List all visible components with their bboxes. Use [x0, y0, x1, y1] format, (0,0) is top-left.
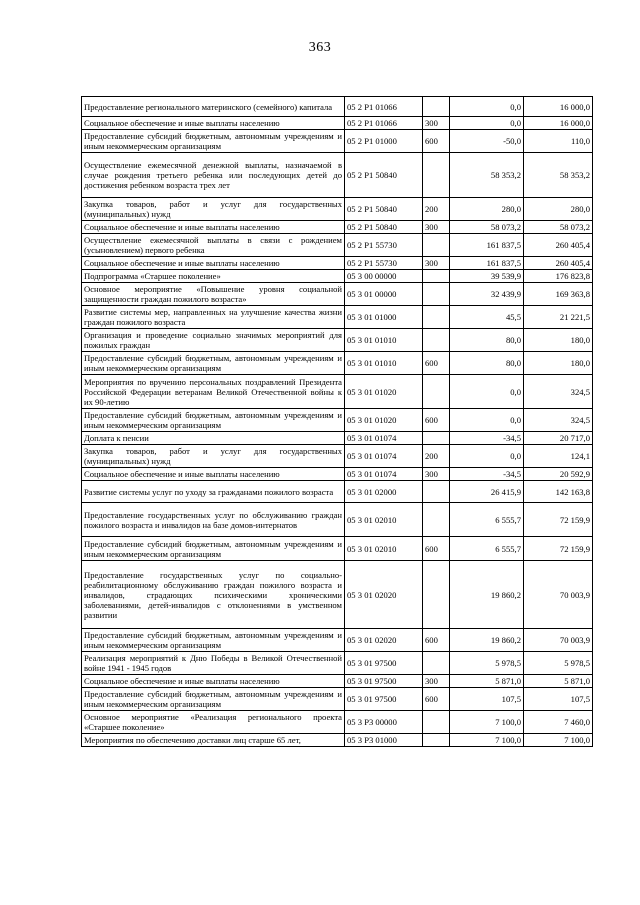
- table-row: [82, 468, 593, 481]
- table-row: [82, 153, 593, 198]
- table-row: [82, 629, 593, 652]
- row-code-cell: 05 3 01 01010: [345, 352, 423, 375]
- row-name-cell: Мероприятия по вручению персональных поздравлений Президента Российской Федерации ветеранам Великой Отечественной войны к их 90-летию: [82, 375, 345, 409]
- table-row: [82, 352, 593, 375]
- row-amount-1-cell: 0,0: [450, 409, 524, 432]
- row-expense-type-cell: 200: [423, 445, 450, 468]
- row-name-cell: Социальное обеспечение и иные выплаты населению: [82, 221, 345, 234]
- row-amount-2-cell: 7 100,0: [524, 734, 593, 747]
- row-code-cell: 05 3 P3 00000: [345, 711, 423, 734]
- table-row: [82, 221, 593, 234]
- row-amount-1-cell: 32 439,9: [450, 283, 524, 306]
- row-amount-2-cell: 72 159,9: [524, 537, 593, 561]
- row-amount-2-cell: 180,0: [524, 352, 593, 375]
- row-code-cell: 05 3 01 02010: [345, 503, 423, 537]
- row-amount-2-cell: 72 159,9: [524, 503, 593, 537]
- row-code-cell: 05 3 01 01074: [345, 445, 423, 468]
- row-code-cell: 05 3 01 01074: [345, 468, 423, 481]
- row-amount-2-cell: 20 592,9: [524, 468, 593, 481]
- row-amount-1-cell: 80,0: [450, 329, 524, 352]
- row-name-cell: Основное мероприятие «Реализация регионального проекта «Старшее поколение»: [82, 711, 345, 734]
- row-expense-type-cell: 600: [423, 537, 450, 561]
- table-row: [82, 130, 593, 153]
- table-row: [82, 97, 593, 117]
- row-name-cell: Социальное обеспечение и иные выплаты населению: [82, 117, 345, 130]
- row-amount-1-cell: 39 539,9: [450, 270, 524, 283]
- table-row: [82, 445, 593, 468]
- row-amount-2-cell: 107,5: [524, 688, 593, 711]
- row-amount-1-cell: -50,0: [450, 130, 524, 153]
- row-code-cell: 05 3 01 00000: [345, 283, 423, 306]
- table-row: [82, 409, 593, 432]
- table-row: [82, 375, 593, 409]
- row-expense-type-cell: [423, 270, 450, 283]
- row-name-cell: Доплата к пенсии: [82, 432, 345, 445]
- row-amount-1-cell: 45,5: [450, 306, 524, 329]
- row-code-cell: 05 3 01 02020: [345, 629, 423, 652]
- row-expense-type-cell: [423, 306, 450, 329]
- table-row: [82, 561, 593, 629]
- row-code-cell: 05 3 01 01020: [345, 375, 423, 409]
- row-amount-1-cell: 19 860,2: [450, 561, 524, 629]
- row-expense-type-cell: [423, 561, 450, 629]
- table-row: [82, 734, 593, 747]
- row-amount-1-cell: 0,0: [450, 97, 524, 117]
- row-expense-type-cell: 600: [423, 409, 450, 432]
- row-amount-2-cell: 280,0: [524, 198, 593, 221]
- row-amount-2-cell: 58 073,2: [524, 221, 593, 234]
- row-name-cell: Предоставление субсидий бюджетным, автономным учреждениям и иным некоммерческим организациям: [82, 688, 345, 711]
- row-name-cell: Организация и проведение социально значимых мероприятий для пожилых граждан: [82, 329, 345, 352]
- table-row: [82, 503, 593, 537]
- row-code-cell: 05 3 01 97500: [345, 652, 423, 675]
- row-name-cell: Предоставление субсидий бюджетным, автономным учреждениям и иным некоммерческим организациям: [82, 352, 345, 375]
- row-code-cell: 05 3 01 02000: [345, 481, 423, 503]
- page-number: 363: [308, 40, 332, 55]
- row-expense-type-cell: 300: [423, 257, 450, 270]
- row-code-cell: 05 3 01 01020: [345, 409, 423, 432]
- row-amount-1-cell: 6 555,7: [450, 537, 524, 561]
- row-code-cell: 05 2 P1 01000: [345, 130, 423, 153]
- row-amount-2-cell: 21 221,5: [524, 306, 593, 329]
- table-row: [82, 283, 593, 306]
- row-amount-2-cell: 180,0: [524, 329, 593, 352]
- table-row: [82, 270, 593, 283]
- row-name-cell: Закупка товаров, работ и услуг для государственных (муниципальных) нужд: [82, 445, 345, 468]
- row-amount-2-cell: 110,0: [524, 130, 593, 153]
- row-amount-2-cell: 7 460,0: [524, 711, 593, 734]
- table-row: [82, 234, 593, 257]
- row-code-cell: 05 3 00 00000: [345, 270, 423, 283]
- row-name-cell: Осуществление ежемесячной выплаты в связи с рождением (усыновлением) первого ребенка: [82, 234, 345, 257]
- table-row: [82, 711, 593, 734]
- budget-table-body: [82, 97, 593, 747]
- row-expense-type-cell: [423, 375, 450, 409]
- row-name-cell: Предоставление субсидий бюджетным, автономным учреждениям и иным некоммерческим организациям: [82, 629, 345, 652]
- row-amount-1-cell: 7 100,0: [450, 711, 524, 734]
- row-name-cell: Осуществление ежемесячной денежной выплаты, назначаемой в случае рождения третьего ребенка или последующих детей до достижения ребенком возраста трех лет: [82, 153, 345, 198]
- row-name-cell: Основное мероприятие «Повышение уровня социальной защищенности граждан пожилого возраста»: [82, 283, 345, 306]
- table-row: [82, 257, 593, 270]
- row-name-cell: Закупка товаров, работ и услуг для государственных (муниципальных) нужд: [82, 198, 345, 221]
- row-expense-type-cell: 300: [423, 117, 450, 130]
- row-amount-1-cell: 161 837,5: [450, 234, 524, 257]
- row-code-cell: 05 3 01 97500: [345, 675, 423, 688]
- row-amount-1-cell: 7 100,0: [450, 734, 524, 747]
- row-expense-type-cell: 300: [423, 468, 450, 481]
- row-code-cell: 05 2 P1 50840: [345, 221, 423, 234]
- row-name-cell: Социальное обеспечение и иные выплаты населению: [82, 468, 345, 481]
- row-expense-type-cell: 600: [423, 688, 450, 711]
- row-amount-1-cell: 5 871,0: [450, 675, 524, 688]
- row-name-cell: Социальное обеспечение и иные выплаты населению: [82, 257, 345, 270]
- row-amount-2-cell: 5 871,0: [524, 675, 593, 688]
- row-name-cell: Мероприятия по обеспечению доставки лиц старше 65 лет,: [82, 734, 345, 747]
- row-code-cell: 05 3 01 02010: [345, 537, 423, 561]
- row-name-cell: Предоставление государственных услуг по социально-реабилитационному обслуживанию граждан пожилого возраста и инвалидов, страдающих психическими хроническими заболеваниями, детей-инвалидов с отклонениями в умственном развитии: [82, 561, 345, 629]
- row-amount-2-cell: 324,5: [524, 375, 593, 409]
- row-name-cell: Развитие системы услуг по уходу за гражданами пожилого возраста: [82, 481, 345, 503]
- row-amount-2-cell: 70 003,9: [524, 561, 593, 629]
- row-name-cell: Развитие системы мер, направленных на улучшение качества жизни граждан пожилого возраста: [82, 306, 345, 329]
- row-expense-type-cell: 300: [423, 675, 450, 688]
- row-expense-type-cell: 600: [423, 130, 450, 153]
- row-amount-2-cell: 169 363,8: [524, 283, 593, 306]
- table-row: [82, 329, 593, 352]
- row-amount-1-cell: 5 978,5: [450, 652, 524, 675]
- row-name-cell: Предоставление государственных услуг по обслуживанию граждан пожилого возраста и инвалидов на базе домов-интернатов: [82, 503, 345, 537]
- row-amount-1-cell: 0,0: [450, 375, 524, 409]
- row-amount-1-cell: 0,0: [450, 117, 524, 130]
- row-amount-2-cell: 142 163,8: [524, 481, 593, 503]
- row-expense-type-cell: 300: [423, 221, 450, 234]
- row-amount-2-cell: 5 978,5: [524, 652, 593, 675]
- row-amount-1-cell: 107,5: [450, 688, 524, 711]
- row-amount-2-cell: 176 823,8: [524, 270, 593, 283]
- row-expense-type-cell: 600: [423, 352, 450, 375]
- row-amount-1-cell: 26 415,9: [450, 481, 524, 503]
- row-name-cell: Социальное обеспечение и иные выплаты населению: [82, 675, 345, 688]
- row-amount-2-cell: 16 000,0: [524, 117, 593, 130]
- row-expense-type-cell: [423, 329, 450, 352]
- row-code-cell: 05 2 P1 50840: [345, 198, 423, 221]
- row-expense-type-cell: [423, 481, 450, 503]
- row-code-cell: 05 3 01 02020: [345, 561, 423, 629]
- row-code-cell: 05 2 P1 55730: [345, 257, 423, 270]
- row-name-cell: Реализация мероприятий к Дню Победы в Великой Отечественной войне 1941 - 1945 годов: [82, 652, 345, 675]
- row-code-cell: 05 3 01 01074: [345, 432, 423, 445]
- row-name-cell: Предоставление регионального материнского (семейного) капитала: [82, 97, 345, 117]
- row-amount-2-cell: 260 405,4: [524, 257, 593, 270]
- row-amount-2-cell: 70 003,9: [524, 629, 593, 652]
- table-row: [82, 432, 593, 445]
- row-expense-type-cell: [423, 503, 450, 537]
- row-amount-2-cell: 58 353,2: [524, 153, 593, 198]
- row-name-cell: Предоставление субсидий бюджетным, автономным учреждениям и иным некоммерческим организациям: [82, 409, 345, 432]
- row-code-cell: 05 2 P1 50840: [345, 153, 423, 198]
- row-expense-type-cell: [423, 432, 450, 445]
- row-code-cell: 05 2 P1 01066: [345, 97, 423, 117]
- row-amount-1-cell: 161 837,5: [450, 257, 524, 270]
- row-amount-1-cell: 58 073,2: [450, 221, 524, 234]
- row-amount-2-cell: 16 000,0: [524, 97, 593, 117]
- row-expense-type-cell: [423, 734, 450, 747]
- row-amount-1-cell: 280,0: [450, 198, 524, 221]
- row-name-cell: Предоставление субсидий бюджетным, автономным учреждениям и иным некоммерческим организациям: [82, 130, 345, 153]
- table-row: [82, 117, 593, 130]
- table-row: [82, 481, 593, 503]
- table-row: [82, 688, 593, 711]
- row-expense-type-cell: 200: [423, 198, 450, 221]
- budget-table: [81, 96, 593, 747]
- row-name-cell: Подпрограмма «Старшее поколение»: [82, 270, 345, 283]
- table-row: [82, 675, 593, 688]
- row-expense-type-cell: 600: [423, 629, 450, 652]
- row-code-cell: 05 3 01 97500: [345, 688, 423, 711]
- row-name-cell: Предоставление субсидий бюджетным, автономным учреждениям и иным некоммерческим организациям: [82, 537, 345, 561]
- row-amount-2-cell: 324,5: [524, 409, 593, 432]
- row-code-cell: 05 2 P1 55730: [345, 234, 423, 257]
- row-expense-type-cell: [423, 234, 450, 257]
- row-code-cell: 05 3 P3 01000: [345, 734, 423, 747]
- row-code-cell: 05 3 01 01010: [345, 329, 423, 352]
- table-row: [82, 537, 593, 561]
- row-expense-type-cell: [423, 283, 450, 306]
- row-amount-2-cell: 260 405,4: [524, 234, 593, 257]
- row-amount-1-cell: 80,0: [450, 352, 524, 375]
- row-amount-1-cell: -34,5: [450, 468, 524, 481]
- row-amount-1-cell: 0,0: [450, 445, 524, 468]
- row-expense-type-cell: [423, 153, 450, 198]
- table-row: [82, 306, 593, 329]
- table-row: [82, 198, 593, 221]
- row-expense-type-cell: [423, 97, 450, 117]
- row-code-cell: 05 2 P1 01066: [345, 117, 423, 130]
- table-row: [82, 652, 593, 675]
- row-amount-2-cell: 20 717,0: [524, 432, 593, 445]
- row-amount-2-cell: 124,1: [524, 445, 593, 468]
- row-expense-type-cell: [423, 711, 450, 734]
- row-amount-1-cell: -34,5: [450, 432, 524, 445]
- row-expense-type-cell: [423, 652, 450, 675]
- row-code-cell: 05 3 01 01000: [345, 306, 423, 329]
- row-amount-1-cell: 58 353,2: [450, 153, 524, 198]
- row-amount-1-cell: 19 860,2: [450, 629, 524, 652]
- row-amount-1-cell: 6 555,7: [450, 503, 524, 537]
